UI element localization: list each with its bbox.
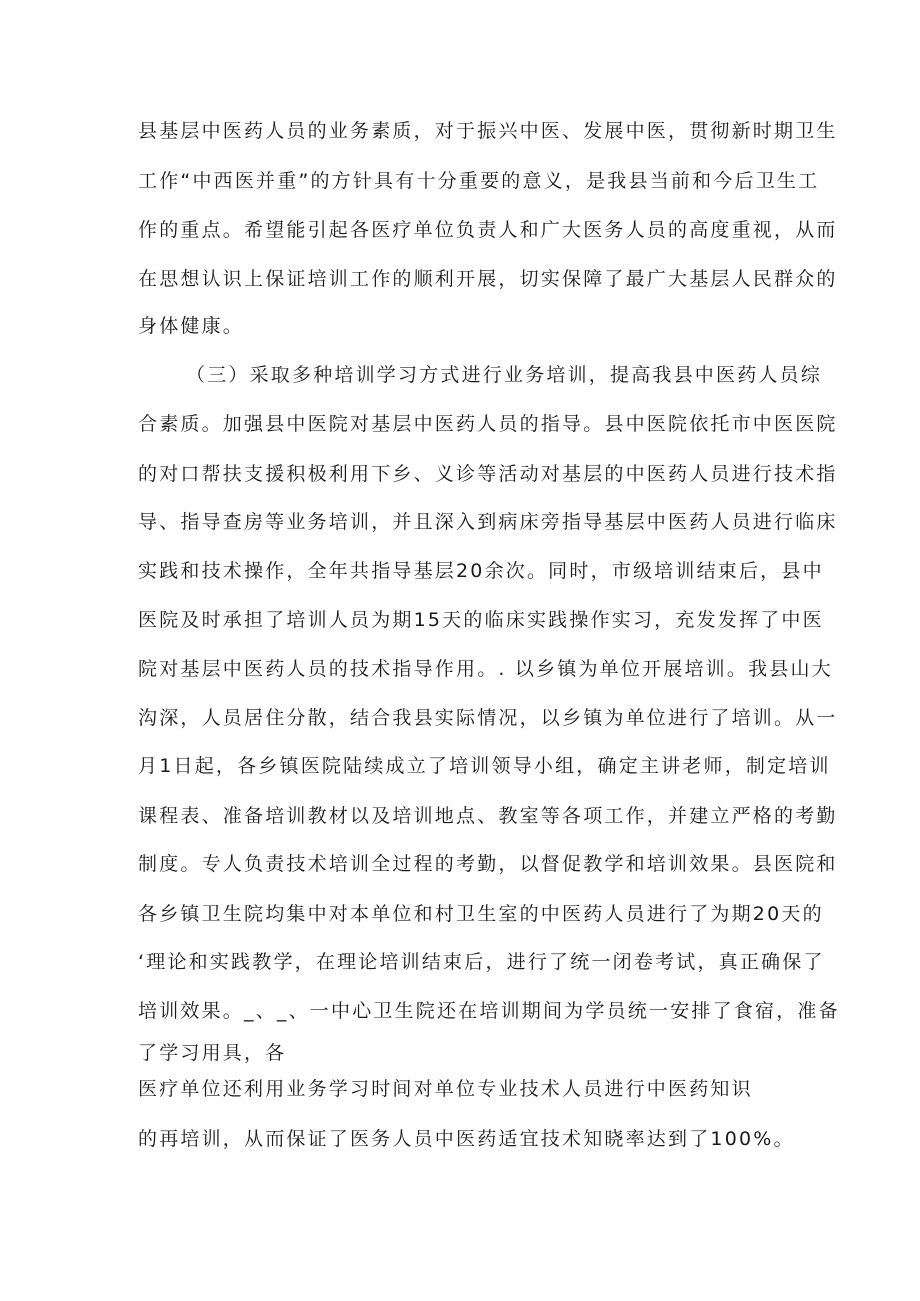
text-line: 了学习用具，各 [138, 1042, 287, 1064]
text-line: 各乡镇卫生院均集中对本单位和村卫生室的中医药人员进行了为期20天的 [138, 903, 824, 925]
paragraph-heading-line: （三）采取多种培训学习方式进行业务培训，提高我县中医药人员综 [186, 364, 823, 386]
text-line: 合素质。加强县中医院对基层中医药人员的指导。县中医院依托市中医医院 [138, 413, 838, 435]
text-line: 院对基层中医药人员的技术指导作用。. 以乡镇为单位开展培训。我县山大 [138, 658, 833, 680]
text-line: 身体健康。 [138, 315, 245, 337]
text-line: 工作“中西医并重”的方针具有十分重要的意义，是我县当前和今后卫生工 [138, 170, 820, 192]
text-line: 制度。专人负责技术培训全过程的考勤，以督促教学和培训效果。县医院和 [138, 853, 838, 875]
text-line: 医院及时承担了培训人员为期15天的临床实践操作实习，充发发挥了中医 [138, 609, 824, 631]
text-line: 的再培训，从而保证了医务人员中医药适宜技术知晓率达到了100%。 [138, 1128, 795, 1150]
text-line: 的对口帮扶支援积极利用下乡、义诊等活动对基层的中医药人员进行技术指 [138, 463, 838, 485]
text-line: 在思想认识上保证培训工作的顺利开展，切实保障了最广大基层人民群众的 [138, 268, 838, 290]
text-line: 实践和技术操作，全年共指导基层20余次。同时，市级培训结束后，县中 [138, 560, 824, 582]
text-line: 导、指导查房等业务培训，并且深入到病床旁指导基层中医药人员进行临床 [138, 511, 838, 533]
text-line: 县基层中医药人员的业务素质，对于振兴中医、发展中医，贯彻新时期卫生 [138, 120, 838, 142]
text-line: 医疗单位还利用业务学习时间对单位专业技术人员进行中医药知识 [138, 1078, 753, 1100]
text-line: 课程表、准备培训教材以及培训地点、教室等各项工作，并建立严格的考勤 [138, 805, 838, 827]
text-line: ‘理论和实践教学，在理论培训结束后，进行了统一闭卷考试，真正确保了 [138, 951, 825, 973]
text-line: 培训效果。_、_、一中心卫生院还在培训期间为学员统一安排了食宿，准备 [138, 1000, 840, 1022]
text-line: 沟深，人员居住分散，结合我县实际情况，以乡镇为单位进行了培训。从一 [138, 707, 838, 729]
text-line: 月1日起，各乡镇医院陆续成立了培训领导小组，确定主讲老师，制定培训 [138, 755, 831, 777]
text-line: 作的重点。希望能引起各医疗单位负责人和广大医务人员的高度重视，从而 [138, 219, 838, 241]
